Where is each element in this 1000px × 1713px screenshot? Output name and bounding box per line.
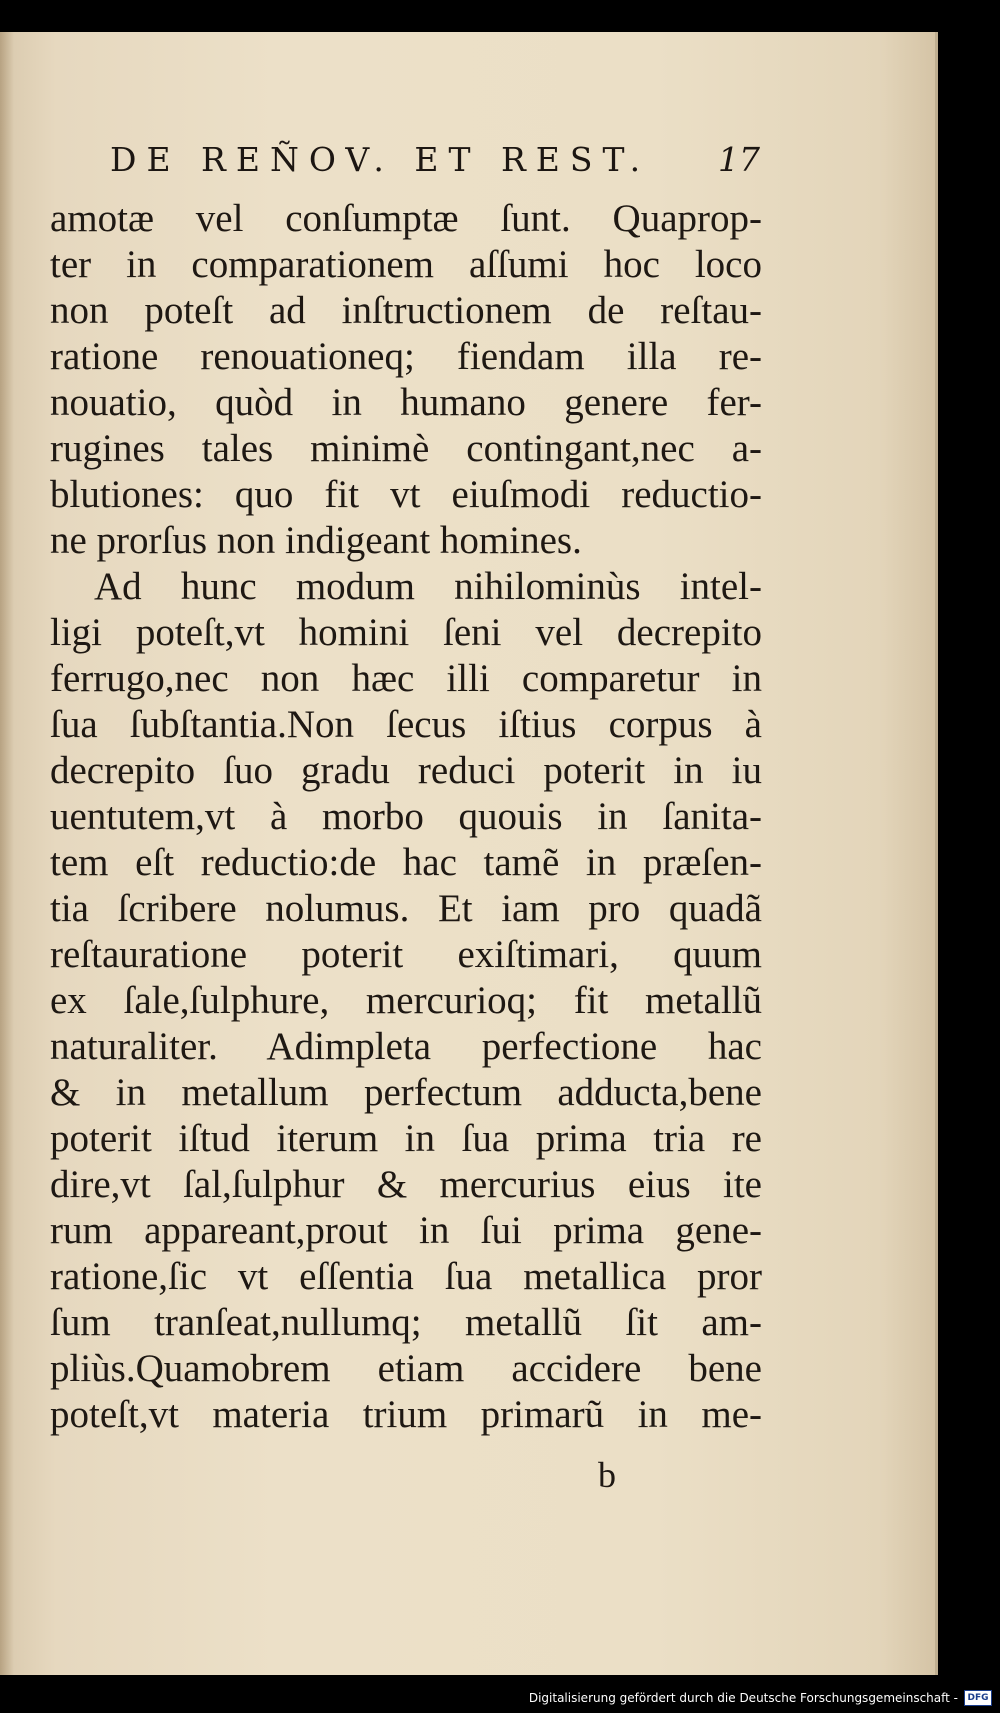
text-line: tem eſt reductio:de hac tamẽ in præſen-	[50, 841, 762, 884]
text-line: ferrugo,nec non hæc illi comparetur in	[50, 657, 762, 700]
running-head: DE REÑOV. ET REST.	[110, 140, 651, 179]
text-line: nouatio, quòd in humano genere fer-	[50, 381, 762, 424]
text-line: ratione renouationeq; fiendam illa re-	[50, 335, 762, 378]
text-line: amotæ vel conſumptæ ſunt. Quaprop-	[50, 197, 762, 240]
paragraph-start-line: Ad hunc modum nihilominùs intel-	[94, 565, 762, 608]
footer-credit: Digitalisierung gefördert durch die Deutsche Forschungsgemeinschaft -	[528, 1691, 958, 1705]
text-line: decrepito ſuo gradu reduci poterit in iu	[50, 749, 762, 792]
text-line: rugines tales minimè contingant,nec a-	[50, 427, 762, 470]
text-line: & in metallum perfectum adducta,bene	[50, 1071, 762, 1114]
text-line: non poteſt ad inſtructionem de reſtau-	[50, 289, 762, 332]
signature-mark: b	[598, 1455, 616, 1495]
text-line: blutiones: quo fit vt eiuſmodi reductio-	[50, 473, 762, 516]
text-line: rum appareant,prout in ſui prima gene-	[50, 1209, 762, 1252]
footer	[529, 1687, 992, 1709]
text-line: naturaliter. Adimpleta perfectione hac	[50, 1025, 762, 1068]
page-number: 17	[718, 140, 760, 179]
text-line: pliùs.Quamobrem etiam accidere bene	[50, 1347, 762, 1390]
dfg-logo-icon: DFG	[964, 1690, 992, 1706]
text-line: reſtauratione poterit exiſtimari, quum	[50, 933, 762, 976]
text-line: dire,vt ſal,ſulphur & mercurius eius ite	[50, 1163, 762, 1206]
text-line: ter in comparationem aſſumi hoc loco	[50, 243, 762, 286]
text-line: ſum tranſeat,nullumq; metallũ ſit am-	[50, 1301, 762, 1344]
body-text	[50, 196, 762, 1438]
text-line: ex ſale,ſulphure, mercurioq; fit metallũ	[50, 979, 762, 1022]
page-gutter-shadow	[0, 32, 14, 1675]
text-line: ligi poteſt,vt homini ſeni vel decrepito	[50, 611, 762, 654]
text-line: ſua ſubſtantia.Non ſecus iſtius corpus à	[50, 703, 762, 746]
text-line: tia ſcribere nolumus. Et iam pro quadã	[50, 887, 762, 930]
text-line: uentutem,vt à morbo quouis in ſanita-	[50, 795, 762, 838]
text-line: poteſt,vt materia trium primarũ in me-	[50, 1393, 762, 1436]
text-line: ratione,ſic vt eſſentia ſua metallica pror	[50, 1255, 762, 1298]
text-line: poterit iſtud iterum in ſua prima tria re	[50, 1117, 762, 1160]
text-line: ne prorſus non indigeant homines.	[50, 519, 582, 562]
